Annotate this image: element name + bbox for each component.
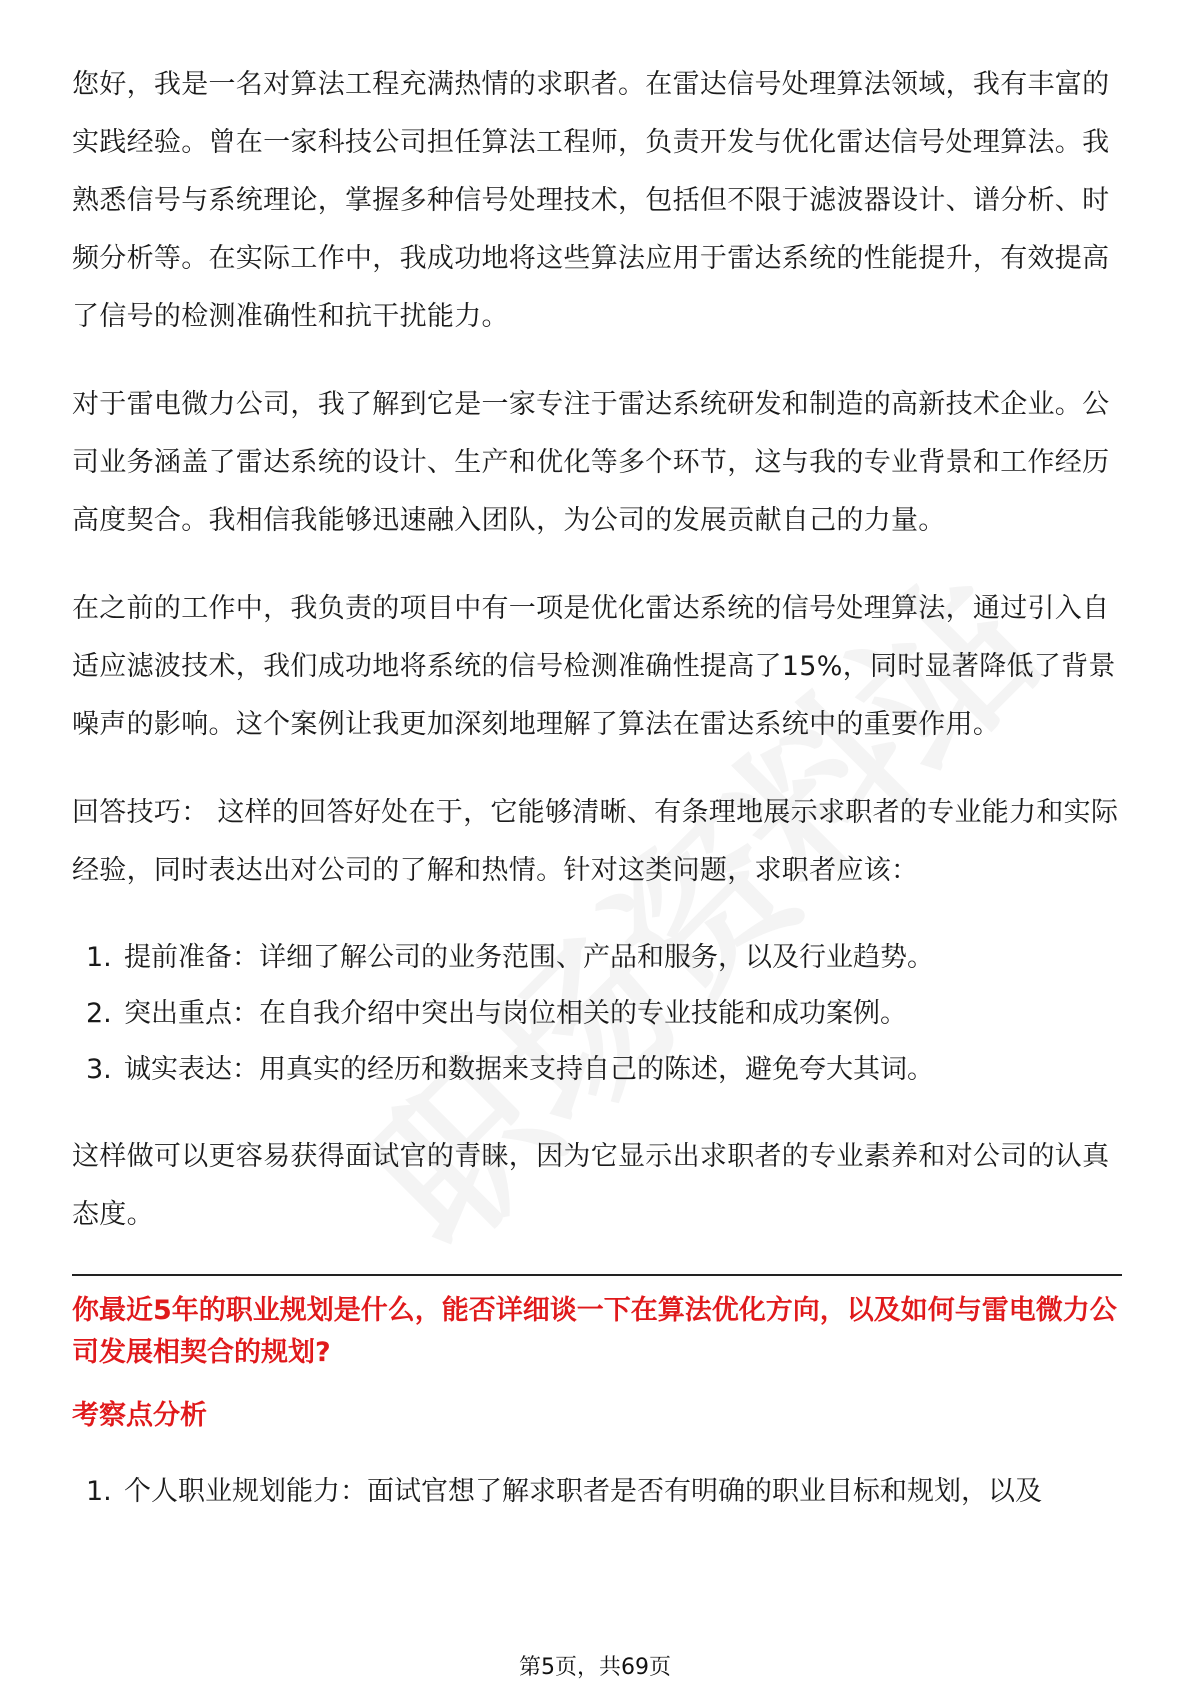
list-number: 3. <box>86 1054 112 1085</box>
case-paragraph: 在之前的工作中，我负责的项目中有一项是优化雷达系统的信号处理算法，通过引入自适应滤波技术，我们成功地将系统的信号检测准确性提高了15%，同时显著降低了背景噪声的影响。这个案例让我更加深刻地理解了算法在雷达系统中的重要作用。 <box>72 593 1116 740</box>
list-number: 2. <box>86 998 112 1029</box>
list-item <box>72 1464 1122 1520</box>
tips-list <box>72 930 1122 1098</box>
closing-paragraph: 这样做可以更容易获得面试官的青睐，因为它显示出求职者的专业素养和对公司的认真态度。 <box>72 1141 1110 1230</box>
company-paragraph: 对于雷电微力公司，我了解到它是一家专注于雷达系统研发和制造的高新技术企业。公司业务涵盖了雷达系统的设计、生产和优化等多个环节，这与我的专业背景和工作经历高度契合。我相信我能够迅速融入团队，为公司的发展贡献自己的力量。 <box>72 389 1110 536</box>
list-number: 1. <box>86 1476 112 1507</box>
list-text: 诚实表达：用真实的经历和数据来支持自己的陈述，避免夸大其词。 <box>124 1054 934 1085</box>
list-item <box>72 1042 1122 1098</box>
list-text: 提前准备：详细了解公司的业务范围、产品和服务，以及行业趋势。 <box>124 942 934 973</box>
document-page <box>72 56 1122 1550</box>
list-item <box>72 986 1122 1042</box>
list-item <box>72 930 1122 986</box>
analysis-heading: 考察点分析 <box>72 1400 207 1431</box>
analysis-list <box>72 1464 1122 1520</box>
list-text: 个人职业规划能力：面试官想了解求职者是否有明确的职业目标和规划，以及 <box>124 1476 1042 1507</box>
list-text: 突出重点：在自我介绍中突出与岗位相关的专业技能和成功案例。 <box>124 998 907 1029</box>
page-footer: 第5页，共69页 <box>519 1655 671 1680</box>
list-number: 1. <box>86 942 112 973</box>
intro-paragraph: 您好，我是一名对算法工程充满热情的求职者。在雷达信号处理算法领域，我有丰富的实践经验。曾在一家科技公司担任算法工程师，负责开发与优化雷达信号处理算法。我熟悉信号与系统理论，掌握多种信号处理技术，包括但不限于滤波器设计、谱分析、时频分析等。在实际工作中，我成功地将这些算法应用于雷达系统的性能提升，有效提高了信号的检测准确性和抗干扰能力。 <box>72 69 1110 332</box>
tips-intro-paragraph: 回答技巧： 这样的回答好处在于，它能够清晰、有条理地展示求职者的专业能力和实际经验，同时表达出对公司的了解和热情。针对这类问题，求职者应该： <box>72 797 1119 886</box>
section-divider <box>72 1274 1122 1276</box>
question-heading: 你最近5年的职业规划是什么，能否详细谈一下在算法优化方向，以及如何与雷电微力公司发展相契合的规划? <box>72 1295 1117 1368</box>
